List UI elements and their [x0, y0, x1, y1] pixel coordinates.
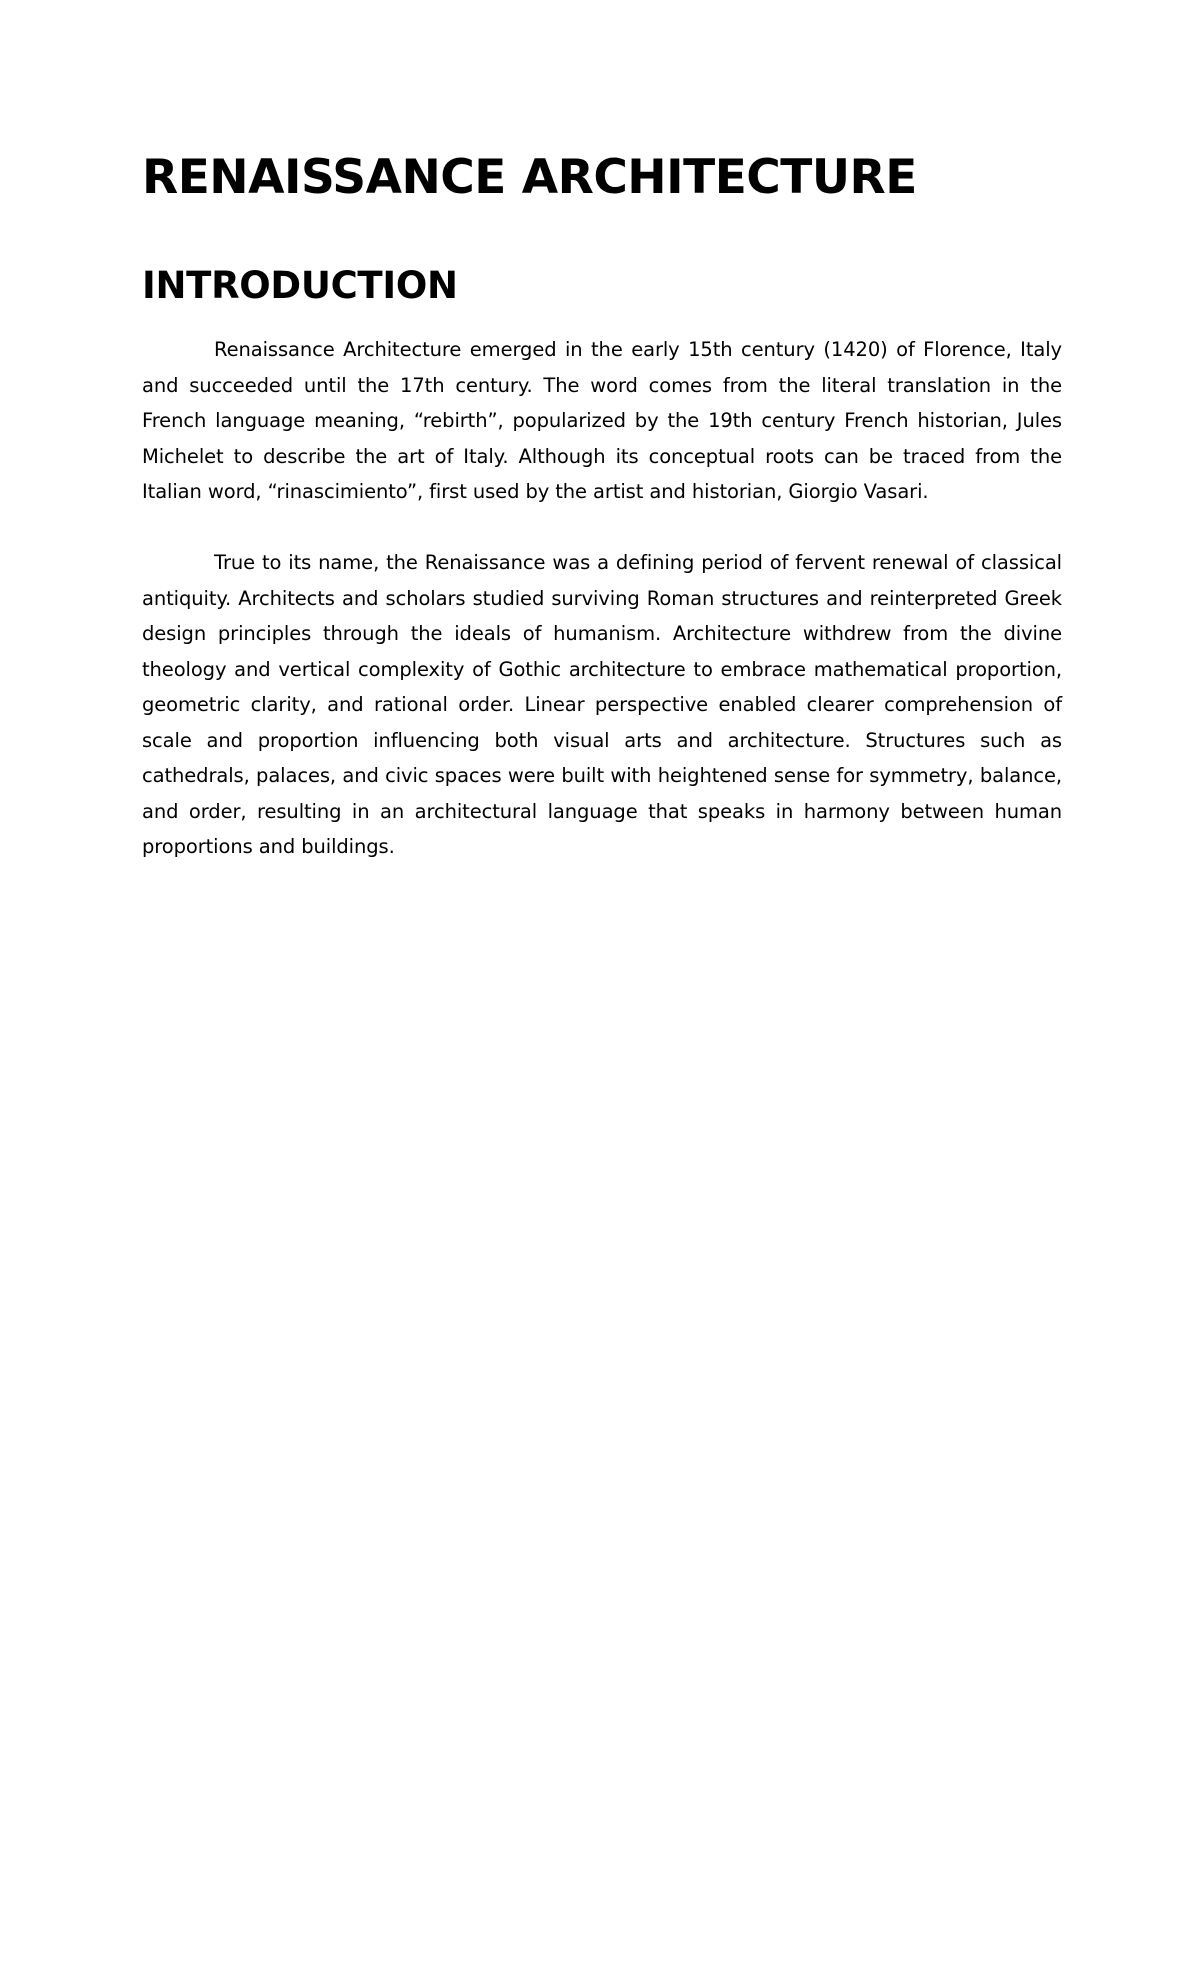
body-paragraph: True to its name, the Renaissance was a defining period of fervent renewal of classical antiquity. Architects and scholars studied surviving Roman structures and reinterpreted Greek design principles through the ideals of humanism. Architecture withdrew from the divine theology and vertical complexity of Gothic architecture to embrace mathematical proportion, geometric clarity, and rational order. Linear perspective enabled clearer comprehension of scale and proportion influencing both visual arts and architecture. Structures such as cathedrals, palaces, and civic spaces were built with heightened sense for symmetry, balance, and order, resulting in an architectural language that speaks in harmony between human proportions and buildings. — [142, 551, 1062, 858]
document-title: RENAISSANCE ARCHITECTURE — [142, 150, 917, 205]
document-page — [142, 148, 1062, 865]
section-body — [142, 332, 1062, 865]
section-heading: INTRODUCTION — [142, 264, 458, 307]
body-paragraph: Renaissance Architecture emerged in the early 15th century (1420) of Florence, Italy and succeeded until the 17th century. The word comes from the literal translation in the French language meaning, “rebirth”, popularized by the 19th century French historian, Jules Michelet to describe the art of Italy. Although its conceptual roots can be traced from the Italian word, “rinascimiento”, first used by the artist and historian, Giorgio Vasari. — [142, 338, 1062, 503]
introduction-section — [142, 262, 1062, 865]
